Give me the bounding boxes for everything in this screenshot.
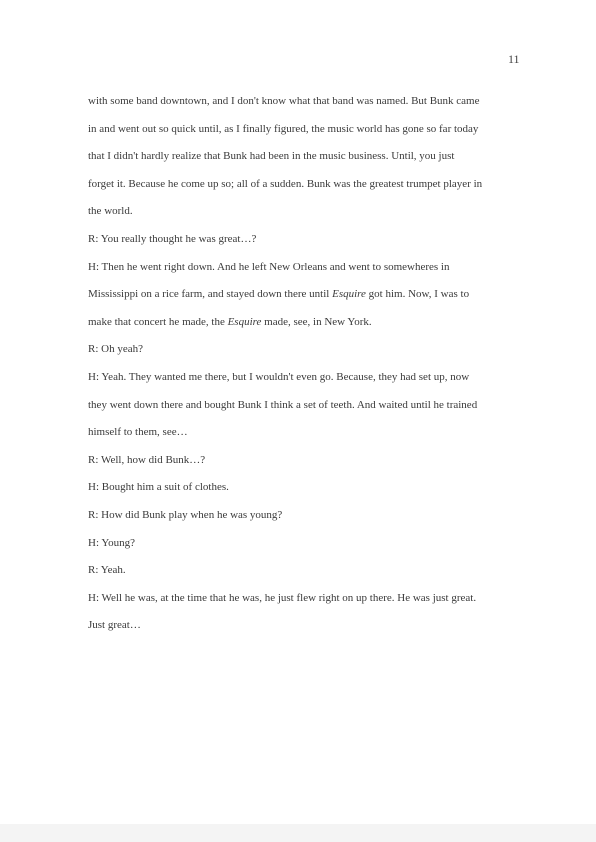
transcript-line: H: Bought him a suit of clothes. (88, 481, 229, 494)
transcript-line: R: Oh yeah? (88, 343, 143, 356)
transcript-line: R: Well, how did Bunk…? (88, 453, 206, 466)
transcript-line: the world. (88, 205, 133, 218)
transcript-line (88, 309, 528, 337)
transcript-line (88, 281, 528, 309)
transcript-line: H: Young? (88, 536, 136, 549)
transcript-line: R: How did Bunk play when he was young? (88, 508, 283, 521)
transcript-line: H: Yeah. They wanted me there, but I wouldn't even go. Because, they had set up, now (88, 370, 470, 383)
transcript-line: in and went out so quick until, as I finally figured, the music world has gone so far today (88, 122, 479, 135)
publication-title: Esquire (227, 315, 262, 328)
transcript-line: R: You really thought he was great…? (88, 232, 257, 245)
transcript-line: himself to them, see… (88, 426, 188, 439)
transcript-body (88, 88, 528, 640)
line-text: Mississippi on a rice farm, and stayed down there until (88, 288, 333, 301)
transcript-line: forget it. Because he come up so; all of a sudden. Bunk was the greatest trumpet player in (88, 177, 483, 190)
transcript-line: they went down there and bought Bunk I think a set of teeth. And waited until he trained (88, 398, 478, 411)
transcript-line: R: Yeah. (88, 564, 126, 577)
transcript-line: Just great… (88, 619, 141, 632)
line-text: made, see, in New York. (261, 315, 372, 328)
page-number: 11 (508, 52, 520, 66)
transcript-line: with some band downtown, and I don't know what that band was named. But Bunk came (88, 95, 480, 107)
publication-title: Esquire (332, 288, 366, 301)
transcript-line: H: Then he went right down. And he left New Orleans and went to somewheres in (88, 260, 450, 273)
page-bottom-margin (0, 824, 596, 842)
line-text: got him. Now, I was to (365, 288, 470, 301)
transcript-line: that I didn't hardly realize that Bunk had been in the music business. Until, you just (88, 150, 455, 163)
transcript-line: H: Well he was, at the time that he was, he just flew right on up there. He was just great. (88, 591, 477, 604)
line-text: make that concert he made, the (88, 315, 228, 328)
